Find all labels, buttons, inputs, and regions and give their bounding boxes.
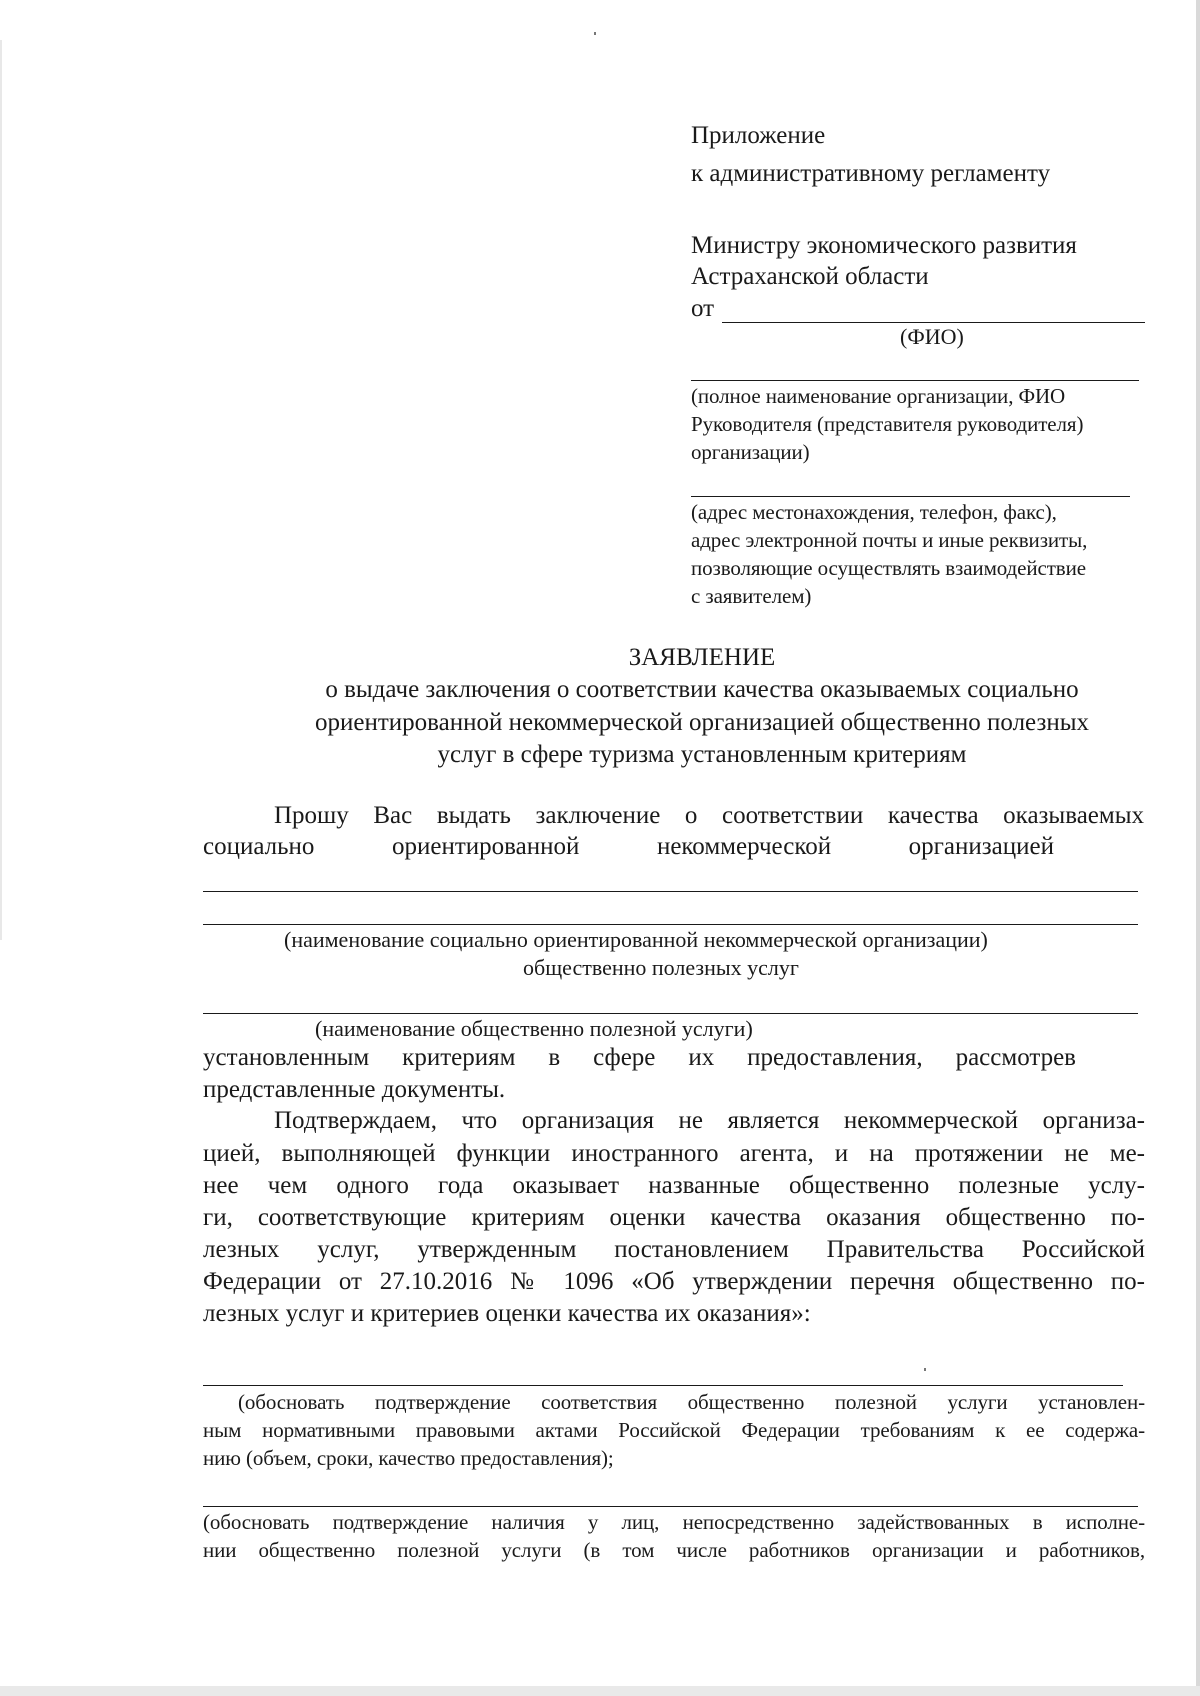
appendix-title: Приложение xyxy=(691,122,826,149)
service-name-field-line[interactable] xyxy=(203,1013,1138,1014)
justify-caption-2-line-2: нии общественно полезной услуги (в том числе работников организации и работников, xyxy=(203,1538,1145,1562)
address-caption-line-4: с заявителем) xyxy=(691,584,812,608)
address-caption-line-2: адрес электронной почты и иные реквизиты, xyxy=(691,528,1088,552)
fio-field-line[interactable] xyxy=(722,322,1145,323)
confirm-line-2: цией, выполняющей функции иностранного агента, и на протяжении не ме- xyxy=(203,1140,1145,1167)
justify-caption-1-line-1: (обосновать подтверждение соответствия общественно полезной услуги установлен- xyxy=(238,1390,1145,1414)
document-subtitle-line-1: о выдаче заключения о соответствии качества оказываемых социально xyxy=(325,676,1079,703)
scan-edge-right xyxy=(1196,0,1200,1696)
request-line-2: социально ориентированной некоммерческой организацией xyxy=(203,833,1054,860)
scan-speck xyxy=(594,32,596,35)
justification-field-line-2[interactable] xyxy=(203,1506,1138,1507)
criteria-line-1: установленным критериям в сфере их предоставления, рассмотрев xyxy=(203,1044,1076,1071)
org-name-field-line-2[interactable] xyxy=(203,924,1138,925)
document-subtitle-line-3: услуг в сфере туризма установленным критериям xyxy=(437,741,967,768)
confirm-line-7: лезных услуг и критериев оценки качества их оказания»: xyxy=(203,1300,811,1327)
justification-field-line-1[interactable] xyxy=(203,1385,1123,1386)
organization-field-line[interactable] xyxy=(691,380,1139,381)
services-text: общественно полезных услуг xyxy=(523,955,799,980)
confirm-line-6: Федерации от 27.10.2016 № 1096 «Об утверждении перечня общественно по- xyxy=(203,1268,1145,1295)
appendix-subtitle: к административному регламенту xyxy=(691,160,1051,187)
address-caption-line-3: позволяющие осуществлять взаимодействие xyxy=(691,556,1086,580)
confirm-line-1: Подтверждаем, что организация не является некоммерческой организа- xyxy=(274,1107,1145,1134)
confirm-line-4: ги, соответствующие критериям оценки качества оказания общественно по- xyxy=(203,1204,1145,1231)
request-line-1: Прошу Вас выдать заключение о соответствии качества оказываемых xyxy=(274,802,1144,829)
confirm-line-5: лезных услуг, утвержденным постановлением Правительства Российской xyxy=(203,1236,1145,1263)
org-name-field-line-1[interactable] xyxy=(203,891,1138,892)
org-caption-line-1: (полное наименование организации, ФИО xyxy=(691,384,1066,408)
justify-caption-1-line-3: нию (объем, сроки, качество предоставления); xyxy=(203,1446,614,1470)
address-field-line[interactable] xyxy=(691,496,1130,497)
addressee-line-2: Астраханской области xyxy=(691,263,929,290)
org-caption-line-2: Руководителя (представителя руководителя) xyxy=(691,412,1084,436)
scan-speck xyxy=(924,1368,926,1371)
justify-caption-2-line-1: (обосновать подтверждение наличия у лиц, непосредственно задействованных в исполне- xyxy=(203,1510,1145,1534)
document-subtitle-line-2: ориентированной некоммерческой организацией общественно полезных xyxy=(314,709,1089,736)
address-caption-line-1: (адрес местонахождения, телефон, факс), xyxy=(691,500,1057,524)
addressee-line-1: Министру экономического развития xyxy=(691,232,1077,259)
org-caption-line-3: организации) xyxy=(691,440,810,464)
service-name-caption: (наименование общественно полезной услуги) xyxy=(315,1016,753,1041)
scan-bottom-edge xyxy=(0,1686,1200,1696)
org-name-caption: (наименование социально ориентированной некоммерческой организации) xyxy=(284,927,988,952)
from-label: от xyxy=(691,295,715,322)
fio-caption: (ФИО) xyxy=(900,324,964,349)
scan-edge-left xyxy=(0,40,2,940)
justify-caption-1-line-2: ным нормативными правовыми актами Российской Федерации требованиям к ее содержа- xyxy=(203,1418,1145,1442)
confirm-line-3: нее чем одного года оказывает названные общественно полезные услу- xyxy=(203,1172,1145,1199)
criteria-line-2: представленные документы. xyxy=(203,1076,506,1103)
document-heading: ЗАЯВЛЕНИЕ xyxy=(628,644,776,671)
